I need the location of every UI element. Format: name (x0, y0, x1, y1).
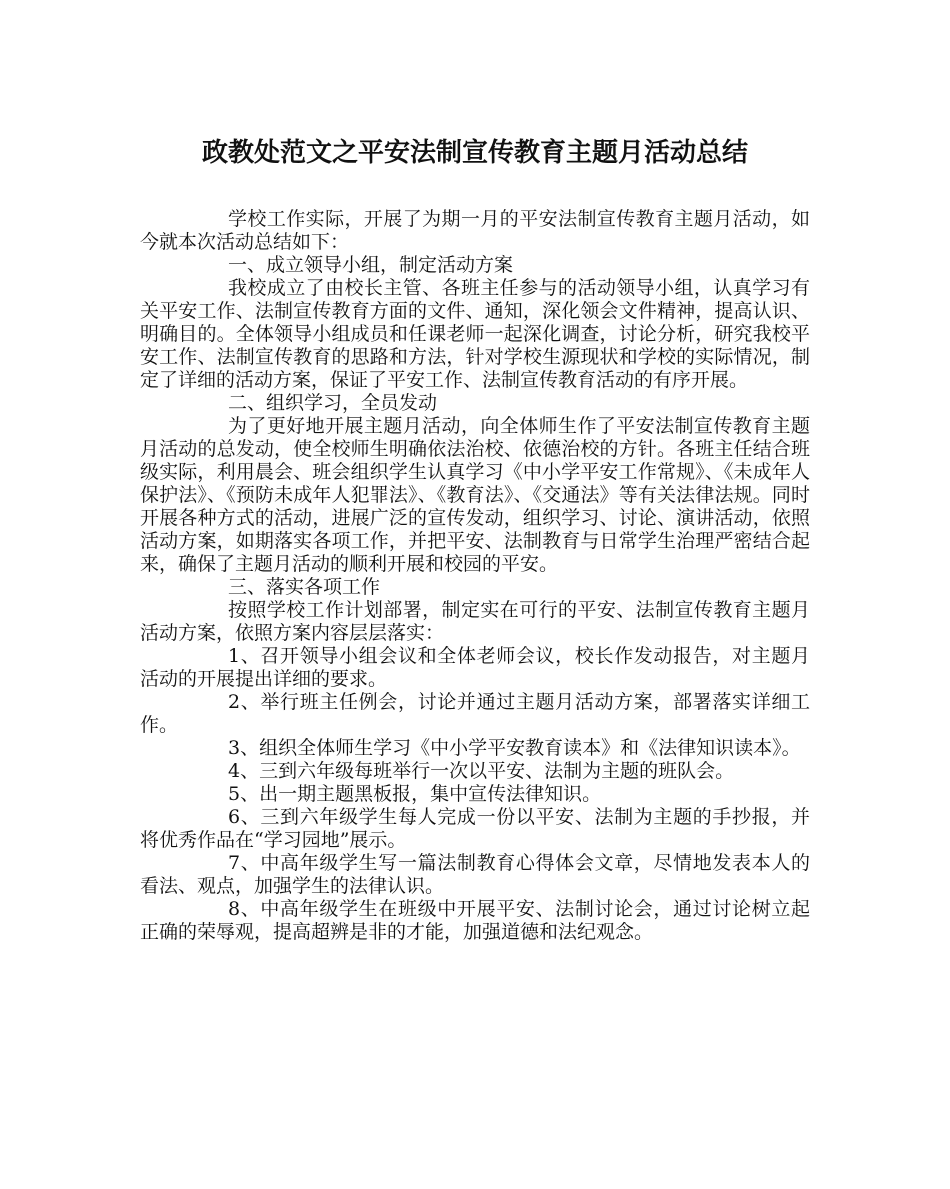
section-heading-3: 三、落实各项工作 (228, 576, 381, 598)
paragraph-section-1: 我校成立了由校长主管、各班主任参与的活动领导小组，认真学习有关平安工作、法制宣传教育方面的文件、通知，深化领会文件精神，提高认识、明确目的。全体领导小组成员和任课老师一起深化调查，讨论分析，研究我校平安工作、法制宣传教育的思路和方法，针对学校生源现状和学校的实际情况，制定了详细的活动方案，保证了平安工作、法制宣传教育活动的有序开展。 (140, 277, 810, 391)
section-heading-2: 二、组织学习，全员发动 (228, 392, 438, 414)
list-item-4: 4、三到六年级每班举行一次以平安、法制为主题的班队会。 (228, 760, 735, 782)
paragraph-section-2: 为了更好地开展主题月活动，向全体师生作了平安法制宣传教育主题月活动的总发动，使全校师生明确依法治校、依德治校的方针。各班主任结合班级实际，利用晨会、班会组织学生认真学习《中小学平安工作常规》、《未成年人保护法》、《预防未成年人犯罪法》、《教育法》、《交通法》等有关法律法规。同时开展各种方式的活动，进展广泛的宣传发动，组织学习、讨论、演讲活动，依照活动方案，如期落实各项工作，并把平安、法制教育与日常学生治理严密结合起来，确保了主题月活动的顺利开展和校园的平安。 (140, 415, 810, 575)
list-item-3: 3、组织全体师生学习《中小学平安教育读本》和《法律知识读本》。 (228, 737, 801, 759)
list-item-6: 6、三到六年级学生每人完成一份以平安、法制为主题的手抄报，并将优秀作品在“学习园地”展示。 (140, 806, 810, 851)
list-item-7: 7、中高年级学生写一篇法制教育心得体会文章，尽情地发表本人的看法、观点，加强学生的法律认识。 (140, 852, 810, 897)
document-title: 政教处范文之平安法制宣传教育主题月活动总结 (201, 138, 748, 168)
list-item-1: 1、召开领导小组会议和全体老师会议，校长作发动报告，对主题月活动的开展提出详细的要求。 (140, 645, 810, 690)
document-body (140, 208, 810, 944)
section-heading-1: 一、成立领导小组，制定活动方案 (228, 254, 514, 276)
list-item-2: 2、举行班主任例会，讨论并通过主题月活动方案，部署落实详细工作。 (140, 691, 810, 736)
list-item-8: 8、中高年级学生在班级中开展平安、法制讨论会，通过讨论树立起正确的荣辱观，提高超辨是非的才能，加强道德和法纪观念。 (140, 898, 810, 943)
paragraph-intro: 学校工作实际，开展了为期一月的平安法制宣传教育主题月活动，如今就本次活动总结如下： (140, 208, 810, 253)
list-item-5: 5、出一期主题黑板报，集中宣传法律知识。 (228, 783, 602, 805)
paragraph-section-3: 按照学校工作计划部署，制定实在可行的平安、法制宣传教育主题月活动方案，依照方案内容层层落实： (140, 599, 810, 644)
